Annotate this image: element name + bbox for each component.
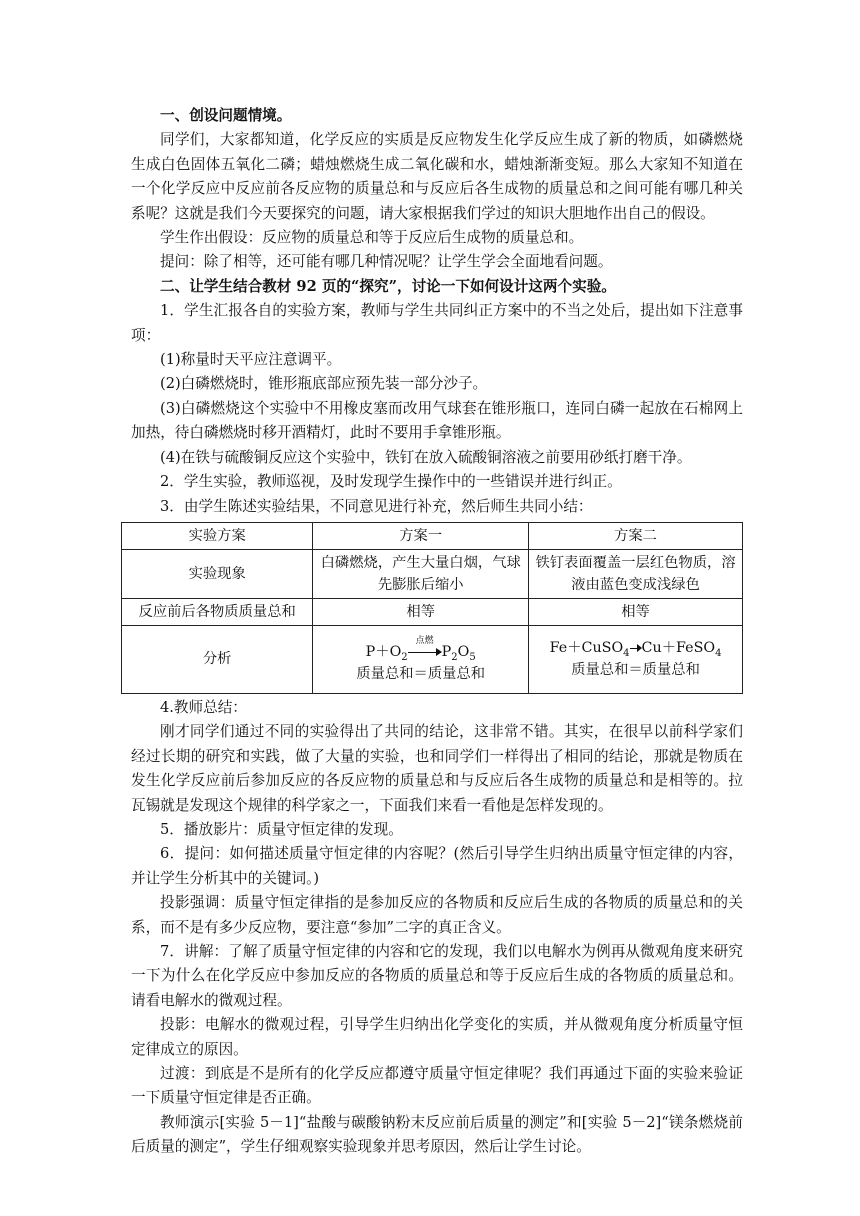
projection-paragraph: 投影：电解水的微观过程，引导学生归纳出化学变化的实质，并从微观角度分析质量守恒定律成立的原因。 xyxy=(131,1016,743,1058)
table-cell: 相等 xyxy=(529,598,743,625)
table-header-cell: 方案一 xyxy=(313,522,529,549)
table-cell: 反应前后各物质质量总和 xyxy=(122,598,313,625)
reaction-condition: 点燃 xyxy=(415,636,434,647)
step-5: 5．播放影片：质量守恒定律的发现。 xyxy=(160,820,403,838)
section-1-heading: 一、创设问题情境。 xyxy=(160,107,292,124)
demo-paragraph: 教师演示[实验 5－1]“盐酸与碳酸钠粉末反应前后质量的测定”和[实验 5－2]“镁条燃烧前后质量的测定”，学生仔细观察实验现象并思考原因，然后让学生讨论。 xyxy=(131,1113,743,1156)
table-cell xyxy=(313,625,529,693)
table-header-cell: 实验方案 xyxy=(122,522,313,549)
table-header-row xyxy=(122,522,743,549)
phosphorus-equation: $P+O_2$ 点燃 $P_2O_5$ xyxy=(365,636,476,664)
note-2: (2)白磷燃烧时，锥形瓶底部应预先装一部分沙子。 xyxy=(160,375,488,393)
reaction-arrow-icon xyxy=(630,643,642,653)
step-6: 6．提问：如何描述质量守恒定律的内容呢？(然后引导学生归纳出质量守恒定律的内容，并让学生分析其中的关键词。) xyxy=(131,845,743,887)
table-cell: 相等 xyxy=(313,598,529,625)
step-1: 1．学生汇报各自的实验方案，教师与学生共同纠正方案中的不当之处后，提出如下注意事项： xyxy=(131,302,743,344)
document-page xyxy=(131,104,743,1160)
table-row xyxy=(122,549,743,598)
step-2: 2．学生实验，教师巡视，及时发现学生操作中的一些错误并进行纠正。 xyxy=(160,473,622,491)
section-2-heading: 二、让学生结合教材 92 页的“探究”，讨论一下如何设计这两个实验。 xyxy=(160,277,616,295)
table-cell: 白磷燃烧，产生大量白烟，气球先膨胀后缩小 xyxy=(313,549,529,598)
step-7: 7．讲解：了解了质量守恒定律的内容和它的发现，我们以电解水为例再从微观角度来研究一下为什么在化学反应中参加反应的各物质的质量总和等于反应后生成的各物质的质量总和。请看电解水的微观过程。 xyxy=(131,942,743,1009)
question-paragraph: 提问：除了相等，还可能有哪几种情况呢？让学生学会全面地看问题。 xyxy=(160,253,613,271)
intro-paragraph: 同学们，大家都知道，化学反应的实质是反应物发生化学反应生成了新的物质，如磷燃烧生成白色固体五氧化二磷；蜡烛燃烧生成二氧化碳和水，蜡烛渐渐变短。那么大家知不知道在一个化学反应中反应前各反应物的质量总和与反应后各生成物的质量总和之间可能有哪几种关系呢？这就是我们今天要探究的问题，请大家根据我们学过的知识大胆地作出自己的假设。 xyxy=(131,131,743,222)
step-4: 4.教师总结： xyxy=(160,698,247,716)
experiment-results-table xyxy=(121,522,743,694)
table-row xyxy=(122,598,743,625)
step-3: 3．由学生陈述实验结果，不同意见进行补充，然后师生共同小结： xyxy=(160,497,593,515)
note-3: (3)白磷燃烧这个实验中不用橡皮塞而改用气球套在锥形瓶口，连同白磷一起放在石棉网上加热，待白磷燃烧时移开酒精灯，此时不要用手拿锥形瓶。 xyxy=(131,399,743,442)
table-row xyxy=(122,625,743,693)
table-header-cell: 方案二 xyxy=(529,522,743,549)
mass-sum-note: 质量总和＝质量总和 xyxy=(356,666,486,683)
table-cell: 分析 xyxy=(122,625,313,693)
note-1: (1)称量时天平应注意调平。 xyxy=(160,351,342,369)
table-cell: 实验现象 xyxy=(122,549,313,598)
projection-emphasis: 投影强调：质量守恒定律指的是参加反应的各物质和反应后生成的各物质的质量总和的关系，而不是有多少反应物，要注意“参加”二字的真正含义。 xyxy=(131,894,743,936)
table-cell: 铁钉表面覆盖一层红色物质，溶液由蓝色变成浅绿色 xyxy=(529,549,743,598)
iron-equation: Fe＋CuSO$_4$ Cu＋FeSO$_4$ xyxy=(549,640,722,660)
reaction-arrow-icon xyxy=(408,636,442,657)
transition-paragraph: 过渡：到底是不是所有的化学反应都遵守质量守恒定律呢？我们再通过下面的实验来验证一下质量守恒定律是否正确。 xyxy=(131,1065,743,1107)
teacher-summary: 刚才同学们通过不同的实验得出了共同的结论，这非常不错。其实，在很早以前科学家们经过长期的研究和实践，做了大量的实验，也和同学们一样得出了相同的结论，那就是物质在发生化学反应前后参加反应的各反应物的质量总和与反应后各生成物的质量总和是相等的。拉瓦锡就是发现这个规律的科学家之一，下面我们来看一看他是怎样发现的。 xyxy=(131,723,743,814)
mass-sum-note: 质量总和＝质量总和 xyxy=(571,662,700,679)
student-hypothesis: 学生作出假设：反应物的质量总和等于反应后生成物的质量总和。 xyxy=(160,229,584,247)
table-cell xyxy=(529,625,743,693)
note-4: (4)在铁与硫酸铜反应这个实验中，铁钉在放入硫酸铜溶液之前要用砂纸打磨干净。 xyxy=(160,448,692,466)
